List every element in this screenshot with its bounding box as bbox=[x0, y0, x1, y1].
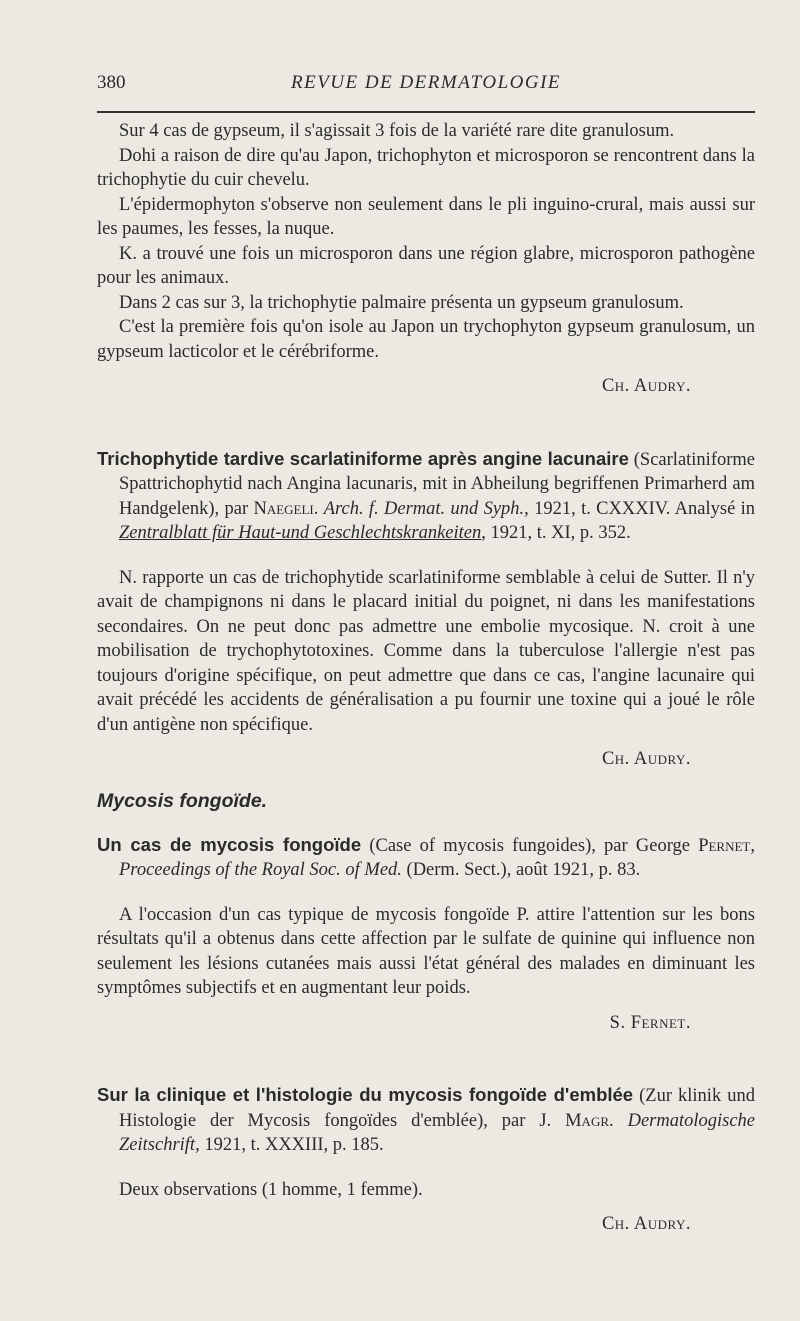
article-title: Sur la clinique et l'histologie du mycosis fongoïde d'emblée bbox=[97, 1084, 634, 1105]
reference-text: (Scarlatiniforme Spattrichophytid nach Angina lacunaris, mit in Abheilung begriffenen Primarherd am Handgelenk), par bbox=[119, 449, 755, 519]
journal-name: Zentralblatt für Haut-und Geschlechtskrankeiten bbox=[119, 523, 482, 543]
signature: Ch. Audry. bbox=[601, 1214, 691, 1234]
page-number: 380 bbox=[97, 72, 126, 93]
paragraph: A l'occasion d'un cas typique de mycosis fongoïde P. attire l'attention sur les bons résultats qu'il a obtenus dans cette affection par le sulfate de quinine qui influence non seulement les lésions cutanées mais aussi l'état général des malades en diminuant les symptômes subjectifs et en augmentant leur poids. bbox=[97, 904, 755, 998]
reference-text: , 1921, t. CXXXIV. Analysé in bbox=[524, 498, 755, 519]
article-title: Trichophytide tardive scarlatiniforme après angine lacunaire bbox=[97, 447, 629, 469]
reference-text: (Case of mycosis fungoides), par George bbox=[361, 835, 699, 856]
reference-text: (Zur klinik und Histologie der Mycosis fongoïdes d'emblée), par J. bbox=[119, 1086, 755, 1131]
paragraph: L'épidermophyton s'observe non seulement dans le pli inguino-crural, mais aussi sur les paumes, les fesses, la nuque. bbox=[97, 194, 755, 239]
reference-text: , 1921, t. XXXIII, p. 185. bbox=[195, 1135, 384, 1155]
reference-text: , bbox=[750, 835, 755, 856]
paragraph: C'est la première fois qu'on isole au Japon un trychophyton gypseum granulosum, un gypseum lacticolor et le cérébriforme. bbox=[97, 317, 755, 362]
article-reference bbox=[97, 833, 755, 883]
article-reference bbox=[97, 447, 755, 546]
signature: Ch. Audry. bbox=[601, 376, 691, 396]
article-reference bbox=[97, 1083, 755, 1158]
journal-name: Proceedings of the Royal Soc. of Med. bbox=[119, 860, 402, 880]
reference-text: . bbox=[313, 498, 324, 519]
journal-name: Arch. f. Dermat. und Syph. bbox=[323, 498, 525, 519]
paragraph: Sur 4 cas de gypseum, il s'agissait 3 fois de la variété rare dite granulosum. bbox=[119, 121, 675, 141]
journal-name: Dermatologische Zeitschrift bbox=[119, 1110, 756, 1155]
reference-text: (Derm. Sect.), août 1921, p. 83. bbox=[401, 860, 641, 880]
signature: S. Fernet. bbox=[609, 1012, 691, 1033]
author-name: Naegeli bbox=[253, 498, 314, 519]
signature: Ch. Audry. bbox=[601, 749, 691, 769]
reference-text: . bbox=[609, 1110, 628, 1131]
page-content bbox=[97, 119, 755, 1237]
running-title: REVUE DE DERMATOLOGIE bbox=[290, 72, 562, 93]
paragraph: Dans 2 cas sur 3, la trichophytie palmaire présenta un gypseum granulosum. bbox=[119, 292, 684, 313]
paragraph: Deux observations (1 homme, 1 femme). bbox=[119, 1179, 423, 1200]
paragraph: N. rapporte un cas de trichophytide scarlatiniforme semblable à celui de Sutter. Il n'y avait de champignons ni dans le placard initial du poignet, ni dans les manifestations secondaires. On ne peut donc pas admettre une embolie mycosique. N. croit à une mobilisation de trychophytotoxines. Comme dans la tuberculose l'allergie n'est pas toujours d'origine spécifique, on peut admettre que dans ce cas, l'angine lacunaire qui avait précédé les accidents de généralisation a pu fournir une toxine qui a joué le rôle d'un antigène non spécifique. bbox=[97, 567, 755, 735]
header-rule bbox=[97, 111, 755, 113]
page-header bbox=[97, 72, 755, 102]
section-heading: Mycosis fongoïde. bbox=[97, 789, 268, 812]
reference-text: , 1921, t. XI, p. 352. bbox=[481, 523, 631, 543]
paragraph: K. a trouvé une fois un microsporon dans une région glabre, microsporon pathogène pour les animaux. bbox=[97, 243, 755, 288]
author-name: Pernet bbox=[698, 835, 751, 856]
article-title: Un cas de mycosis fongoïde bbox=[97, 833, 362, 855]
author-name: Magr bbox=[565, 1110, 610, 1131]
paragraph: Dohi a raison de dire qu'au Japon, trichophyton et microsporon se rencontrent dans la trichophytie du cuir chevelu. bbox=[97, 145, 755, 190]
